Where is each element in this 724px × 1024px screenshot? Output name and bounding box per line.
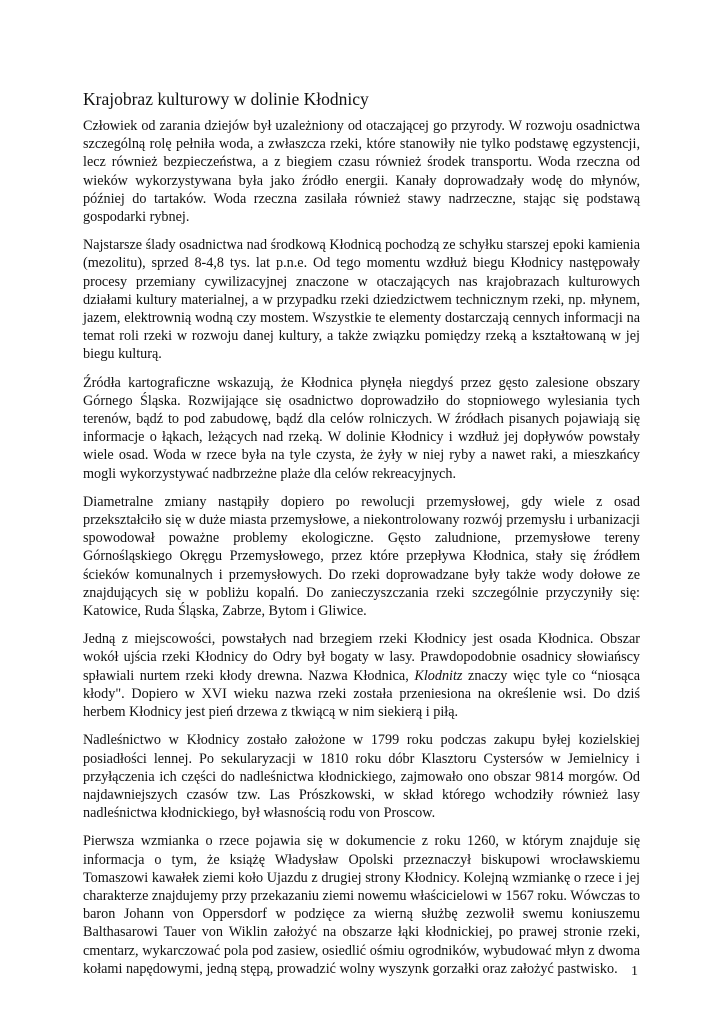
paragraph-1: Człowiek od zarania dziejów był uzależniony od otaczającej go przyrody. W rozwoju osadnictwa szczególną rolę pełniła woda, a zwłaszcza rzeki, które stanowiły nie tylko podstawę egzystencji, lecz również bezpieczeństwa, a z biegiem czasu również środek transportu. Woda rzeczna od wieków wykorzystywana była jako źródło energii. Kanały doprowadzały wodę do młynów, później do tartaków. Woda rzeczna zasilała również stawy nadrzeczne, stając się podstawą gospodarki rybnej. — [83, 118, 640, 226]
paragraph-3: Źródła kartograficzne wskazują, że Kłodnica płynęła niegdyś przez gęsto zalesione obszary Górnego Śląska. Rozwijające się osadnictwo doprowadziło do stopniowego wylesiania tych terenów, bądź to pod zabudowę, bądź dla celów rolniczych. W źródłach pisanych pojawiają się informacje o łąkach, leżących nad rzeką. W dolinie Kłodnicy i wzdłuż jej dopływów powstały wiele osad. Woda w rzece była na tyle czysta, że żyły w niej ryby a nawet raki, a mieszkańcy mogli wykorzystywać nadbrzeżne plaże dla celów rekreacyjnych. — [83, 374, 640, 482]
paragraph-4: Diametralne zmiany nastąpiły dopiero po rewolucji przemysłowej, gdy wiele z osad przekształciło się w duże miasta przemysłowe, a niekontrolowany rozwój przemysłu i urbanizacji spowodował poważne problemy ekologiczne. Gęsto zaludnione, przemysłowe tereny Górnośląskiego Okręgu Przemysłowego, przez które przepływa Kłodnica, stały się źródłem ścieków komunalnych i przemysłowych. Do rzeki doprowadzane były także wody dołowe ze znajdujących się w pobliżu kopalń. Do zanieczyszczania rzeki szczególnie przyczyniły się: Katowice, Ruda Śląska, Zabrze, Bytom i Gliwice. — [83, 493, 640, 620]
paragraph-6: Nadleśnictwo w Kłodnicy zostało założone w 1799 roku podczas zakupu byłej kozielskiej posiadłości lennej. Po sekularyzacji w 1810 roku dóbr Klasztoru Cystersów w Jemielnicy i przyłączenia ich części do nadleśnictwa kłodnickiego, zajmowało ono obszar 9814 morgów. Od najdawniejszych czasów tzw. Las Prószkowski, w skład którego wchodziły również lasy nadleśnictwa kłodnickiego, był własnością rodu von Proscow. — [83, 732, 640, 822]
document-page — [83, 88, 640, 988]
paragraph-5-before: Jedną z miejscowości, powstałych nad brzegiem rzeki Kłodnicy jest osada Kłodnica. Obszar wokół ujścia rzeki Kłodnicy do Odry był bogaty w lasy. Prawdopodobnie osadnicy słowiańscy spławiali nurtem rzeki kłody drewna. Nazwa Kłodnica, — [83, 631, 640, 684]
paragraph-7: Pierwsza wzmianka o rzece pojawia się w dokumencie z roku 1260, w którym znajduje się informacja o tym, że książę Władysław Opolski przeznaczył biskupowi wrocławskiemu Tomaszowi kawałek ziemi koło Ujazdu z drugiej strony Kłodnicy. Kolejną wzmiankę o rzece i jej charakterze znajdujemy przy przekazaniu ziemi nowemu właścicielowi w 1567 roku. Wówczas to baron Johann von Oppersdorf w podzięce za wierną służbę zezwolił swemu koniuszemu Balthasarowi Tauer von Wiklin założyć na obszarze łąki kłodnickiej, po prawej stronie rzeki, cmentarz, wykarczować pola pod zasiew, osiedlić ośmiu ogrodników, wybudować młyn z dwoma kołami napędowymi, jedną stępą, prowadzić wolny wyszynk gorzałki oraz założyć pastwisko. — [83, 833, 640, 977]
paragraph-5-after: znaczy więc tyle co “niosąca kłody". Dopiero w XVI wieku nazwa rzeki została przeniesiona na określenie wsi. Do dziś herbem Kłodnicy jest pień drzewa z tkwiącą w nim siekierą i piłą. — [83, 667, 640, 721]
paragraph-5 — [83, 630, 640, 721]
document-title: Krajobraz kulturowy w dolinie Kłodnicy — [83, 89, 369, 109]
paragraph-2: Najstarsze ślady osadnictwa nad środkową Kłodnicą pochodzą ze schyłku starszej epoki kamienia (mezolitu), sprzed 8-4,8 tys. lat p.n.e. Od tego momentu wzdłuż biegu Kłodnicy następowały procesy przemiany cywilizacyjnej znaczone w otaczających nas krajobrazach kulturowych działami kultury materialnej, a w przypadku rzeki dziedzictwem technicznym rzeki, np. młynem, jazem, elektrownią wodną czy mostem. Wszystkie te elementy dostarczają cennych informacji na temat roli rzeki w rozwoju danej kultury, a także związku pomiędzy rzeką a kształtowaną w jej biegu kulturą. — [83, 237, 640, 363]
paragraph-5-italic-name: Klodnitz — [414, 667, 463, 684]
page-number: 1 — [631, 964, 638, 979]
